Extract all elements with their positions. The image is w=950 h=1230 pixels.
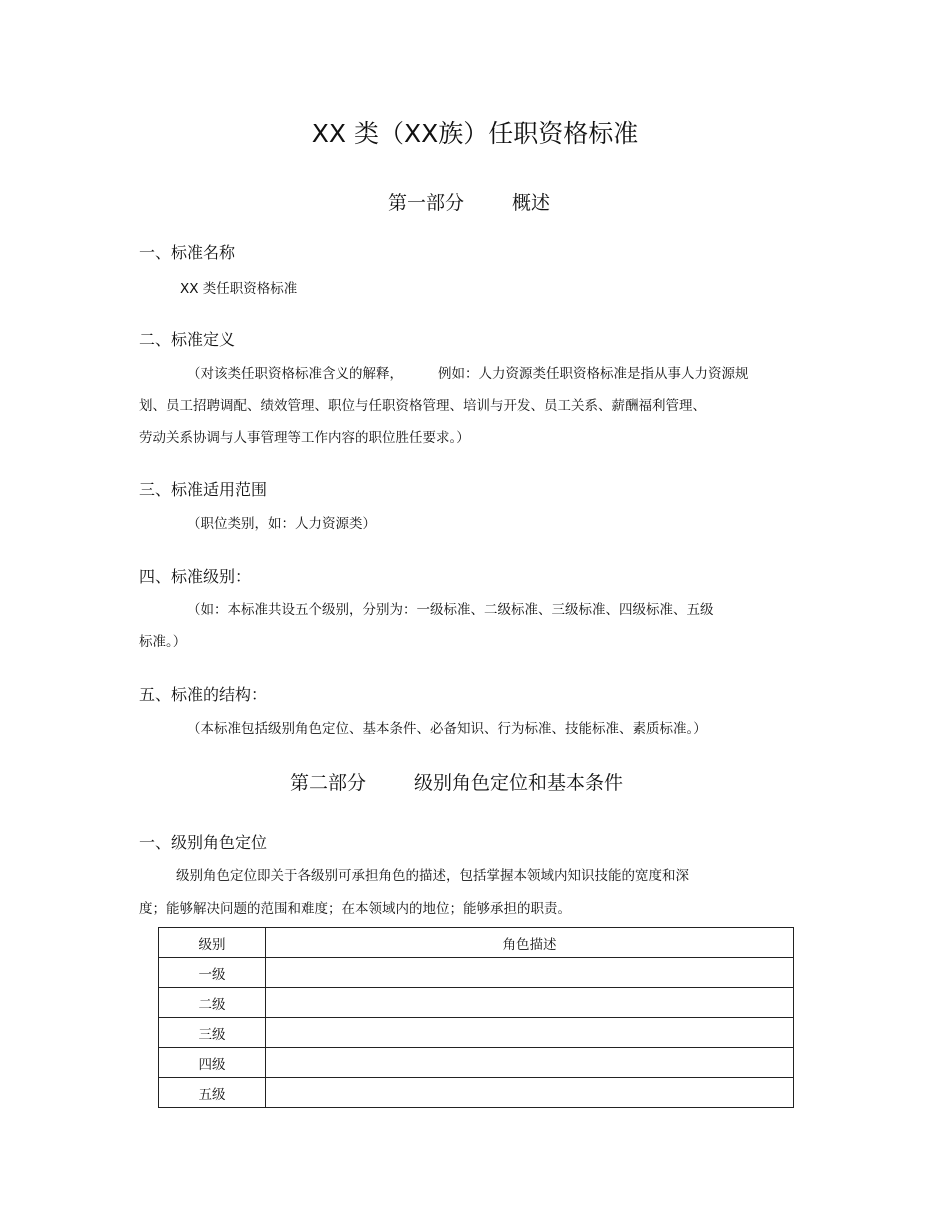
table-row [159,1078,794,1108]
part1-title [388,188,550,215]
structure-text: （本标准包括级别角色定位、基本条件、必备知识、行为标准、技能标准、素质标准。） [187,721,707,737]
section-heading-levels: 四、标准级别： [139,567,252,586]
section-heading-scope: 三、标准适用范围 [139,480,268,499]
description-cell [266,988,794,1018]
part2-title [290,768,623,795]
section-heading-structure: 五、标准的结构： [139,685,268,704]
table-row [159,1048,794,1078]
description-cell [266,958,794,988]
description-cell [266,1048,794,1078]
level-cell: 五级 [159,1078,266,1108]
definition-line-2: 划、员工招聘调配、绩效管理、职位与任职资格管理、培训与开发、员工关系、薪酬福利管理、 [139,398,706,414]
table-row [159,958,794,988]
description-cell [266,1078,794,1108]
description-cell [266,1018,794,1048]
part1-label: 第一部分 [388,192,465,214]
part2-label: 第二部分 [290,772,367,794]
section-heading-standard-definition: 二、标准定义 [139,330,236,349]
level-cell: 三级 [159,1018,266,1048]
level-role-table [158,927,794,1108]
role-positioning-line-2: 度；能够解决问题的范围和难度；在本领域内的地位；能够承担的职责。 [139,901,571,917]
part1-name: 概述 [512,192,551,214]
scope-text: （职位类别，如：人力资源类） [187,516,376,532]
table-row [159,1018,794,1048]
definition-line-1b: 例如：人力资源类任职资格标准是指从事人力资源规 [438,366,749,382]
document-title: XX 类（XX族）任职资格标准 [311,119,639,148]
part2-name: 级别角色定位和基本条件 [414,772,624,794]
table-header-row [159,928,794,958]
level-cell: 一级 [159,958,266,988]
role-positioning-line-1: 级别角色定位即关于各级别可承担角色的描述，包括掌握本领域内知识技能的宽度和深 [176,868,689,884]
standard-name-text: XX 类任职资格标准 [180,281,298,297]
section-heading-standard-name: 一、标准名称 [139,243,236,262]
header-level: 级别 [159,928,266,958]
header-role-description: 角色描述 [266,928,794,958]
levels-line-1: （如：本标准共设五个级别，分别为：一级标准、二级标准、三级标准、四级标准、五级 [187,602,714,618]
definition-line-1a: （对该类任职资格标准含义的解释， [187,366,403,382]
section-heading-role-positioning: 一、级别角色定位 [139,833,268,852]
table-row [159,988,794,1018]
level-cell: 二级 [159,988,266,1018]
definition-line-3: 劳动关系协调与人事管理等工作内容的职位胜任要求。） [139,430,470,446]
levels-line-2: 标准。） [139,634,187,650]
level-cell: 四级 [159,1048,266,1078]
